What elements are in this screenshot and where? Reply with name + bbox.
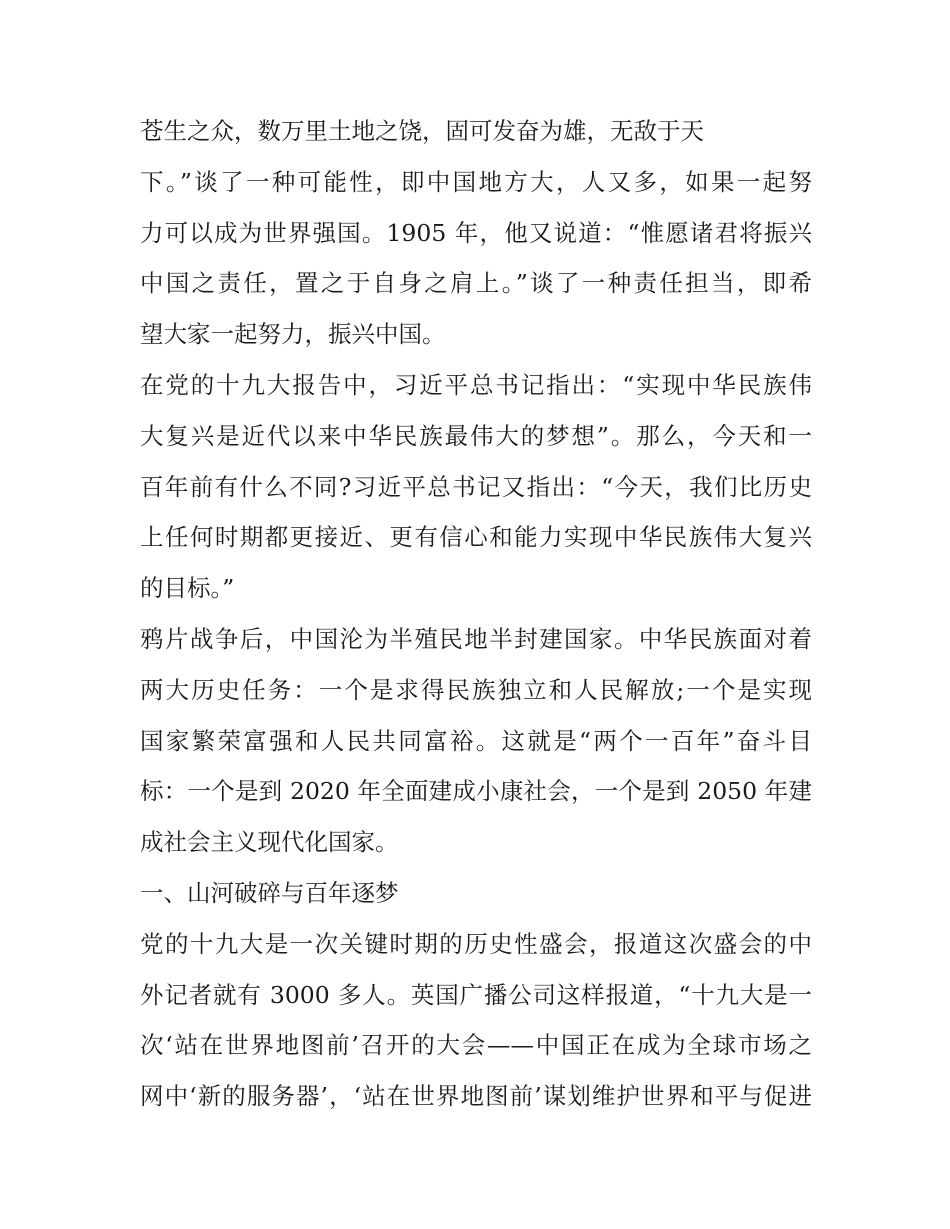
text-line: 的目标。” [140, 574, 235, 603]
text-line: 苍生之众，数万里土地之饶，固可发奋为雄，无敌于天 [140, 117, 704, 145]
text-line: 党的十九大是一次关键时期的历史性盛会，报道这次盛会的中 [140, 929, 812, 958]
text-line: 国家繁荣富强和人民共同富裕。这就是“两个一百年”奋斗目 [140, 726, 812, 755]
text-line: 次‘站在世界地图前’召开的大会——中国正在成为全球市场之 [140, 1031, 812, 1060]
text-line: 两大历史任务：一个是求得民族独立和人民解放;一个是实现 [140, 675, 812, 704]
text-line: 大复兴是近代以来中华民族最伟大的梦想”。那么，今天和一 [140, 421, 812, 450]
text-line: 外记者就有 3000 多人。英国广播公司这样报道，“十九大是一 [140, 980, 812, 1009]
text-line: 中国之责任，置之于自身之肩上。”谈了一种责任担当，即希 [140, 269, 812, 298]
text-line: 标：一个是到 2020 年全面建成小康社会，一个是到 2050 年建 [140, 777, 812, 806]
section-heading: 一、山河破碎与百年逐梦 [140, 878, 399, 907]
text-line: 下。”谈了一种可能性，即中国地方大，人又多，如果一起努 [140, 167, 812, 196]
text-line: 在党的十九大报告中，习近平总书记指出：“实现中华民族伟 [140, 370, 812, 399]
text-line: 力可以成为世界强国。1905 年，他又说道：“惟愿诸君将振兴 [140, 218, 812, 247]
text-line: 鸦片战争后，中国沦为半殖民地半封建国家。中华民族面对着 [140, 624, 812, 653]
text-line: 望大家一起努力，振兴中国。 [140, 320, 446, 349]
text-line: 上任何时期都更接近、更有信心和能力实现中华民族伟大复兴 [140, 523, 812, 552]
text-line: 网中‘新的服务器’，‘站在世界地图前’谋划维护世界和平与促进 [140, 1082, 812, 1111]
text-line: 百年前有什么不同?习近平总书记又指出：“今天，我们比历史 [140, 472, 812, 501]
document-body [140, 106, 812, 1122]
text-line: 成社会主义现代化国家。 [140, 828, 399, 857]
